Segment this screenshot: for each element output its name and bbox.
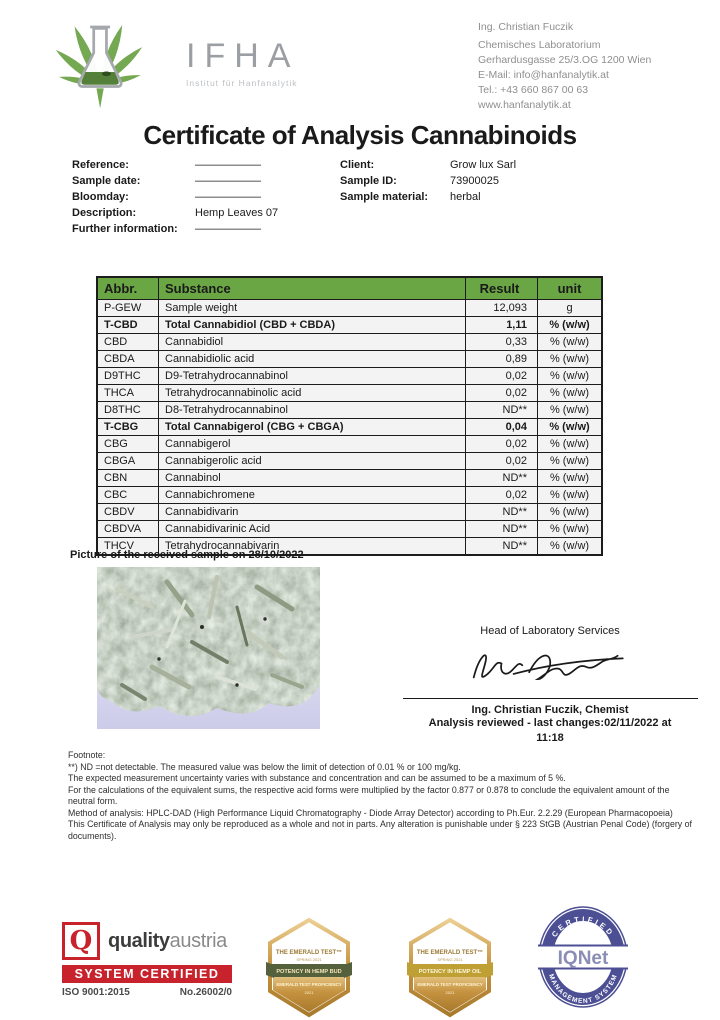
cell-result: 0,89	[466, 351, 538, 368]
table-row	[98, 504, 602, 521]
cell-unit: % (w/w)	[538, 487, 602, 504]
lab-contact-block	[478, 20, 713, 113]
meta-label: Client:	[340, 159, 375, 171]
table-row	[98, 334, 602, 351]
meta-label: Bloomday:	[72, 191, 129, 203]
meta-left	[72, 157, 278, 237]
footnote-line: For the calculations of the equivalent sums, the respective acid forms were multiplied by the factor 0.877 or 0.878 to conclude the equivalent amount of the neutral form.	[68, 784, 670, 806]
footnote-line: Method of analysis: HPLC-DAD (High Performance Liquid Chromatography - Diode Array Detector) according to Ph.Eur. 2.2.29 (European Pharmacopoeia)	[68, 807, 673, 818]
cell-result: 0,02	[466, 453, 538, 470]
cell-substance: Cannabigerol	[159, 436, 466, 453]
emerald-ribbon-text: POTENCY IN HEMP BUD	[276, 969, 342, 975]
emerald-test-hemp-bud-badge	[266, 918, 352, 1018]
cell-unit: g	[538, 300, 602, 317]
signature-title: Head of Laboratory Services	[480, 625, 620, 637]
footnote-lines	[68, 762, 696, 843]
logo-subtitle: Institut für Hanfanalytik	[186, 77, 298, 88]
emerald-sub1: EMERALD TEST PROFICIENCY	[417, 982, 483, 987]
cell-substance: Cannabichromene	[159, 487, 466, 504]
meta-value: ——————	[195, 159, 261, 171]
cell-substance: Cannabidivarinic Acid	[159, 521, 466, 538]
review-line-1: Analysis reviewed - last changes:02/11/2022 at	[428, 717, 672, 729]
emerald-test-hemp-oil-badge	[407, 918, 493, 1018]
cell-unit: % (w/w)	[538, 402, 602, 419]
header-abbr: Abbr.	[98, 278, 159, 300]
cell-substance: Cannabidivarin	[159, 504, 466, 521]
meta-row	[340, 189, 516, 205]
logo-text	[186, 37, 299, 88]
meta-label: Description:	[72, 207, 137, 219]
cell-result: 0,02	[466, 368, 538, 385]
cell-abbr: THCV	[98, 538, 159, 555]
cell-unit: % (w/w)	[538, 334, 602, 351]
cert-number: No.26002/0	[179, 987, 232, 998]
meta-value: ——————	[195, 175, 261, 187]
meta-value: 73900025	[450, 175, 499, 187]
header-substance: Substance	[159, 278, 466, 300]
cell-result: ND**	[466, 470, 538, 487]
meta-row	[72, 173, 278, 189]
signature-block	[390, 625, 710, 746]
cell-abbr: CBG	[98, 436, 159, 453]
cell-abbr: CBDA	[98, 351, 159, 368]
quality-austria-badge	[62, 922, 232, 998]
meta-value: herbal	[450, 191, 481, 203]
table-row	[98, 419, 602, 436]
header-unit: unit	[538, 278, 602, 300]
meta-value: ——————	[195, 191, 261, 203]
cell-abbr: CBC	[98, 487, 159, 504]
cell-unit: % (w/w)	[538, 385, 602, 402]
footnote-label: Footnote:	[68, 750, 106, 760]
table-row	[98, 385, 602, 402]
sample-photo	[97, 567, 320, 729]
cell-unit: % (w/w)	[538, 351, 602, 368]
results-table	[97, 277, 602, 555]
meta-row	[340, 173, 516, 189]
meta-value: ——————	[195, 223, 261, 235]
cell-substance: Tetrahydrocannabinolic acid	[159, 385, 466, 402]
cell-substance: Total Cannabidiol (CBD + CBDA)	[159, 317, 466, 334]
meta-right	[340, 157, 516, 205]
cell-result: 0,02	[466, 487, 538, 504]
table-row	[98, 300, 602, 317]
table-row	[98, 521, 602, 538]
emerald-season: SPRING 2021	[296, 957, 322, 962]
table-row	[98, 351, 602, 368]
signatory-name: Ing. Christian Fuczik, Chemist	[471, 704, 629, 716]
cell-substance: Cannabinol	[159, 470, 466, 487]
meta-label: Sample ID:	[340, 175, 397, 187]
table-row	[98, 368, 602, 385]
table-row	[98, 470, 602, 487]
cell-result: 0,02	[466, 436, 538, 453]
cell-unit: % (w/w)	[538, 504, 602, 521]
meta-label: Reference:	[72, 159, 129, 171]
cell-substance: Cannabidiol	[159, 334, 466, 351]
cell-result: 0,33	[466, 334, 538, 351]
contact-name: Ing. Christian Fuczik	[478, 21, 574, 33]
quality-austria-q-icon	[62, 922, 100, 960]
meta-row	[72, 189, 278, 205]
cell-substance: Cannabidiolic acid	[159, 351, 466, 368]
meta-label: Sample date:	[72, 175, 141, 187]
cell-abbr: CBD	[98, 334, 159, 351]
emerald-sub1: EMERALD TEST PROFICIENCY	[276, 982, 342, 987]
ifha-logo	[26, 12, 299, 112]
quality-austria-footer	[62, 987, 232, 998]
emerald-ribbon-text: POTENCY IN HEMP OIL	[418, 969, 482, 975]
contact-line: Tel.: +43 660 867 00 63	[478, 84, 589, 96]
cell-abbr: CBDVA	[98, 521, 159, 538]
quality-austria-wordmark	[108, 930, 227, 953]
cell-result: ND**	[466, 521, 538, 538]
contact-line: Chemisches Laboratorium	[478, 39, 601, 51]
q-letter: Q	[65, 925, 97, 957]
system-certified-bar: SYSTEM CERTIFIED	[62, 965, 232, 983]
iqnet-top-text: CERTIFIED	[549, 914, 617, 939]
cell-result: 0,02	[466, 385, 538, 402]
sample-picture-caption: Picture of the received sample on 28/10/2022	[70, 549, 304, 561]
cell-result: ND**	[466, 538, 538, 555]
contact-lines	[478, 38, 713, 113]
footnote-line: The expected measurement uncertainty varies with substance and concentration and can be assumed to be a maximum of 5 %.	[68, 773, 566, 783]
table-row	[98, 487, 602, 504]
meta-row	[340, 157, 516, 173]
emerald-sub2: 2021	[445, 990, 455, 995]
cell-substance: Sample weight	[159, 300, 466, 317]
quality-austria-top	[62, 922, 232, 960]
cell-result: 0,04	[466, 419, 538, 436]
iqnet-bottom-text: MANAGEMENT SYSTEM	[547, 973, 619, 1006]
cell-substance: Tetrahydrocannabivarin	[159, 538, 466, 555]
cell-substance: D8-Tetrahydrocannabinol	[159, 402, 466, 419]
cell-result: ND**	[466, 402, 538, 419]
cell-abbr: CBN	[98, 470, 159, 487]
header-result: Result	[466, 278, 538, 300]
brand-light: austria	[169, 929, 227, 952]
table-row	[98, 317, 602, 334]
cell-unit: % (w/w)	[538, 419, 602, 436]
cell-abbr: P-GEW	[98, 300, 159, 317]
cell-abbr: THCA	[98, 385, 159, 402]
contact-line: Gerhardusgasse 25/3.OG 1200 Wien	[478, 54, 652, 66]
footnote-line: This Certificate of Analysis may only be reproduced as a whole and not in parts. Any alteration is punishable under § 223 StGB (Austrian Penal Code) (forgery of documents).	[68, 819, 692, 841]
emerald-title: THE EMERALD TEST™	[416, 950, 484, 956]
cell-unit: % (w/w)	[538, 368, 602, 385]
table-row	[98, 402, 602, 419]
cell-unit: % (w/w)	[538, 436, 602, 453]
cell-substance: Total Cannabigerol (CBG + CBGA)	[159, 419, 466, 436]
results-table-body	[98, 300, 602, 555]
meta-row	[72, 205, 278, 221]
cell-abbr: CBDV	[98, 504, 159, 521]
cell-result: 1,11	[466, 317, 538, 334]
contact-line: www.hanfanalytik.at	[478, 99, 571, 111]
cell-abbr: CBGA	[98, 453, 159, 470]
meta-label: Sample material:	[340, 191, 429, 203]
cell-abbr: T-CBG	[98, 419, 159, 436]
footnote-line: **) ND =not detectable. The measured value was below the limit of detection of 0.01 % or 100 mg/kg.	[68, 761, 461, 772]
cell-unit: % (w/w)	[538, 521, 602, 538]
cell-abbr: D8THC	[98, 402, 159, 419]
cell-unit: % (w/w)	[538, 470, 602, 487]
logo-name: IFHA	[186, 36, 300, 75]
iso-number: ISO 9001:2015	[62, 987, 130, 998]
meta-value: Grow lux Sarl	[450, 159, 517, 171]
brand-bold: quality	[108, 929, 170, 952]
cell-substance: Cannabigerolic acid	[159, 453, 466, 470]
emerald-sub2: 2021	[304, 990, 314, 995]
cell-result: 12,093	[466, 300, 538, 317]
contact-line: E-Mail: info@hanfanalytik.at	[478, 69, 609, 81]
meta-value: Hemp Leaves 07	[195, 207, 279, 219]
cell-abbr: T-CBD	[98, 317, 159, 334]
footnote	[68, 750, 696, 842]
emerald-title: THE EMERALD TEST™	[275, 950, 343, 956]
page-title: Certificate of Analysis Cannabinoids	[143, 120, 577, 150]
iqnet-badge	[537, 903, 629, 1013]
cell-substance: D9-Tetrahydrocannabinol	[159, 368, 466, 385]
iqnet-wordmark: IQNet	[557, 948, 609, 969]
table-header-row	[98, 278, 602, 300]
meta-row	[72, 157, 278, 173]
signature-line	[403, 698, 698, 699]
cell-unit: % (w/w)	[538, 453, 602, 470]
hemp-flask-icon	[26, 12, 176, 112]
cell-abbr: D9THC	[98, 368, 159, 385]
emerald-season: SPRING 2021	[437, 957, 463, 962]
cell-unit: % (w/w)	[538, 317, 602, 334]
table-row	[98, 453, 602, 470]
meta-row	[72, 221, 278, 237]
signature-image	[450, 641, 650, 693]
meta-label: Further information:	[72, 223, 178, 235]
table-row	[98, 436, 602, 453]
cell-unit: % (w/w)	[538, 538, 602, 555]
review-line-2: 11:18	[536, 732, 564, 744]
cell-result: ND**	[466, 504, 538, 521]
